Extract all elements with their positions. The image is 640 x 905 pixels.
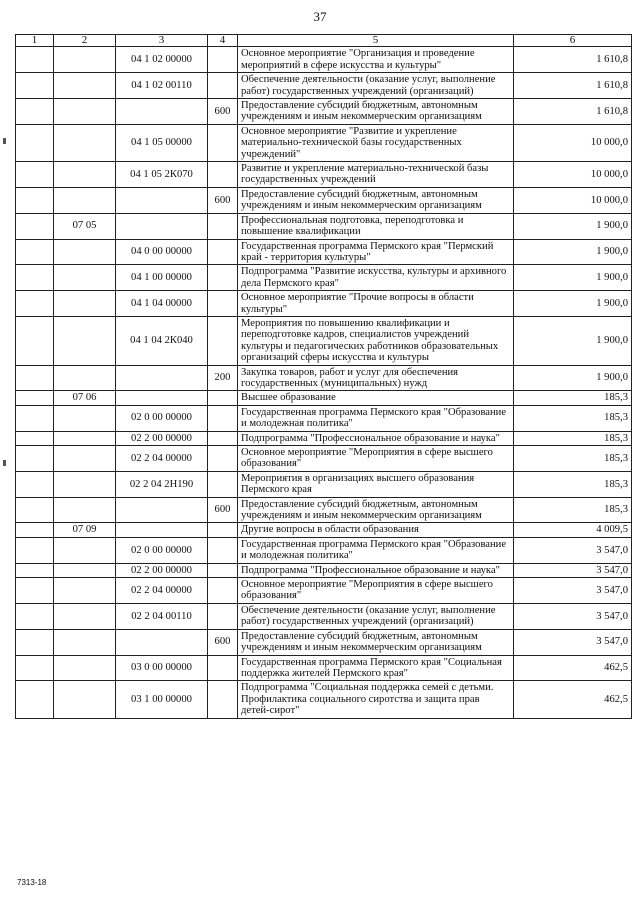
- cell-name: Основное мероприятие "Организация и проведение мероприятий в сфере искусства и культуры": [238, 47, 514, 73]
- cell-target-article: 02 0 00 00000: [116, 405, 208, 431]
- cell-expense-type: 600: [208, 497, 238, 523]
- table-row: [16, 578, 632, 604]
- cell-amount: 3 547,0: [514, 629, 632, 655]
- cell-section-code: [54, 365, 116, 391]
- cell-col1: [16, 523, 54, 537]
- cell-section-code: [54, 239, 116, 265]
- cell-col1: [16, 681, 54, 718]
- cell-amount: 3 547,0: [514, 537, 632, 563]
- cell-section-code: [54, 681, 116, 718]
- cell-section-code: [54, 578, 116, 604]
- cell-amount: 185,3: [514, 446, 632, 472]
- cell-amount: 185,3: [514, 497, 632, 523]
- cell-name: Государственная программа Пермского края "Образование и молодежная политика": [238, 537, 514, 563]
- table-row: [16, 316, 632, 365]
- cell-target-article: 02 2 04 00000: [116, 578, 208, 604]
- column-header: 4: [208, 35, 238, 47]
- cell-col1: [16, 578, 54, 604]
- cell-name: Развитие и укрепление материально-технической базы государственных учреждений: [238, 162, 514, 188]
- cell-target-article: [116, 213, 208, 239]
- cell-section-code: [54, 446, 116, 472]
- cell-name: Основное мероприятие "Мероприятия в сфере высшего образования": [238, 446, 514, 472]
- cell-amount: 1 900,0: [514, 213, 632, 239]
- cell-amount: 4 009,5: [514, 523, 632, 537]
- cell-name: Закупка товаров, работ и услуг для обеспечения государственных (муниципальных) нужд: [238, 365, 514, 391]
- cell-col1: [16, 629, 54, 655]
- cell-section-code: [54, 405, 116, 431]
- cell-col1: [16, 162, 54, 188]
- cell-target-article: 02 2 00 00000: [116, 563, 208, 577]
- cell-expense-type: [208, 213, 238, 239]
- cell-name: Основное мероприятие "Развитие и укрепление материально-технической базы государственных учреждений": [238, 124, 514, 161]
- cell-amount: 1 610,8: [514, 73, 632, 99]
- cell-amount: 1 900,0: [514, 291, 632, 317]
- cell-section-code: [54, 563, 116, 577]
- cell-amount: 3 547,0: [514, 603, 632, 629]
- cell-col1: [16, 471, 54, 497]
- cell-expense-type: [208, 578, 238, 604]
- binding-mark: [3, 460, 6, 466]
- binding-mark: [3, 138, 6, 144]
- cell-col1: [16, 391, 54, 405]
- cell-target-article: 02 0 00 00000: [116, 537, 208, 563]
- cell-target-article: [116, 187, 208, 213]
- cell-expense-type: [208, 431, 238, 445]
- cell-col1: [16, 73, 54, 99]
- cell-col1: [16, 187, 54, 213]
- cell-section-code: [54, 316, 116, 365]
- table-row: [16, 47, 632, 73]
- table-row: [16, 405, 632, 431]
- column-header: 3: [116, 35, 208, 47]
- column-header: 6: [514, 35, 632, 47]
- cell-target-article: 04 1 02 00110: [116, 73, 208, 99]
- cell-name: Обеспечение деятельности (оказание услуг, выполнение работ) государственных учреждений (организаций): [238, 603, 514, 629]
- cell-target-article: 04 1 05 2К070: [116, 162, 208, 188]
- cell-target-article: [116, 523, 208, 537]
- cell-target-article: 04 1 04 2К040: [116, 316, 208, 365]
- cell-name: Профессиональная подготовка, переподготовка и повышение квалификации: [238, 213, 514, 239]
- cell-name: Высшее образование: [238, 391, 514, 405]
- cell-section-code: [54, 431, 116, 445]
- cell-col1: [16, 265, 54, 291]
- cell-expense-type: [208, 73, 238, 99]
- cell-target-article: 04 1 04 00000: [116, 291, 208, 317]
- table-row: [16, 99, 632, 125]
- cell-amount: 185,3: [514, 431, 632, 445]
- cell-name: Мероприятия в организациях высшего образования Пермского края: [238, 471, 514, 497]
- cell-target-article: [116, 497, 208, 523]
- column-header: 1: [16, 35, 54, 47]
- table-row: [16, 523, 632, 537]
- cell-col1: [16, 603, 54, 629]
- cell-name: Другие вопросы в области образования: [238, 523, 514, 537]
- cell-section-code: 07 06: [54, 391, 116, 405]
- cell-name: Государственная программа Пермского края "Социальная поддержка жителей Пермского края": [238, 655, 514, 681]
- table-row: [16, 629, 632, 655]
- cell-section-code: [54, 265, 116, 291]
- cell-expense-type: 600: [208, 187, 238, 213]
- cell-target-article: 02 2 04 2Н190: [116, 471, 208, 497]
- cell-col1: [16, 497, 54, 523]
- cell-name: Предоставление субсидий бюджетным, автономным учреждениям и иным некоммерческим организациям: [238, 629, 514, 655]
- cell-amount: 10 000,0: [514, 187, 632, 213]
- cell-expense-type: [208, 291, 238, 317]
- cell-section-code: [54, 187, 116, 213]
- cell-col1: [16, 431, 54, 445]
- table-row: [16, 391, 632, 405]
- cell-section-code: [54, 162, 116, 188]
- cell-section-code: 07 05: [54, 213, 116, 239]
- cell-expense-type: [208, 124, 238, 161]
- cell-expense-type: [208, 446, 238, 472]
- cell-expense-type: 600: [208, 99, 238, 125]
- cell-section-code: 07 09: [54, 523, 116, 537]
- footer-document-code: 7313-18: [17, 878, 47, 887]
- cell-section-code: [54, 471, 116, 497]
- cell-col1: [16, 239, 54, 265]
- cell-expense-type: [208, 563, 238, 577]
- table-row: [16, 537, 632, 563]
- cell-target-article: [116, 365, 208, 391]
- cell-name: Подпрограмма "Развитие искусства, культуры и архивного дела Пермского края": [238, 265, 514, 291]
- cell-expense-type: 200: [208, 365, 238, 391]
- cell-amount: 1 900,0: [514, 365, 632, 391]
- cell-target-article: [116, 99, 208, 125]
- cell-name: Подпрограмма "Профессиональное образование и наука": [238, 431, 514, 445]
- budget-table: [15, 34, 632, 719]
- cell-col1: [16, 291, 54, 317]
- cell-expense-type: [208, 681, 238, 718]
- cell-name: Обеспечение деятельности (оказание услуг, выполнение работ) государственных учреждений (организаций): [238, 73, 514, 99]
- cell-expense-type: [208, 537, 238, 563]
- cell-target-article: 04 1 05 00000: [116, 124, 208, 161]
- cell-name: Основное мероприятие "Мероприятия в сфере высшего образования": [238, 578, 514, 604]
- table-row: [16, 124, 632, 161]
- cell-expense-type: [208, 471, 238, 497]
- column-number-row: [16, 35, 632, 47]
- cell-target-article: 02 2 00 00000: [116, 431, 208, 445]
- page-number: 37: [313, 9, 327, 24]
- cell-amount: 185,3: [514, 405, 632, 431]
- cell-target-article: 04 0 00 00000: [116, 239, 208, 265]
- cell-expense-type: [208, 523, 238, 537]
- table-row: [16, 187, 632, 213]
- cell-name: Предоставление субсидий бюджетным, автономным учреждениям и иным некоммерческим организациям: [238, 99, 514, 125]
- cell-amount: 185,3: [514, 471, 632, 497]
- cell-expense-type: [208, 162, 238, 188]
- cell-section-code: [54, 629, 116, 655]
- cell-amount: 1 900,0: [514, 316, 632, 365]
- cell-section-code: [54, 497, 116, 523]
- table-row: [16, 446, 632, 472]
- cell-name: Государственная программа Пермского края "Пермский край - территория культуры": [238, 239, 514, 265]
- cell-expense-type: [208, 239, 238, 265]
- cell-col1: [16, 99, 54, 125]
- cell-col1: [16, 124, 54, 161]
- cell-name: Подпрограмма "Профессиональное образование и наука": [238, 563, 514, 577]
- cell-target-article: 04 1 02 00000: [116, 47, 208, 73]
- cell-target-article: [116, 629, 208, 655]
- cell-col1: [16, 213, 54, 239]
- cell-amount: 462,5: [514, 681, 632, 718]
- cell-amount: 3 547,0: [514, 578, 632, 604]
- table-row: [16, 291, 632, 317]
- cell-target-article: 02 2 04 00000: [116, 446, 208, 472]
- cell-name: Государственная программа Пермского края "Образование и молодежная политика": [238, 405, 514, 431]
- cell-expense-type: [208, 265, 238, 291]
- cell-amount: 1 610,8: [514, 47, 632, 73]
- cell-amount: 1 610,8: [514, 99, 632, 125]
- cell-target-article: 02 2 04 00110: [116, 603, 208, 629]
- table-row: [16, 603, 632, 629]
- cell-expense-type: 600: [208, 629, 238, 655]
- cell-name: Мероприятия по повышению квалификации и переподготовке кадров, специалистов учреждений культуры и педагогических работников образовательных организаций сферы искусства и культуры: [238, 316, 514, 365]
- cell-section-code: [54, 99, 116, 125]
- cell-section-code: [54, 124, 116, 161]
- cell-amount: 462,5: [514, 655, 632, 681]
- cell-col1: [16, 405, 54, 431]
- cell-expense-type: [208, 655, 238, 681]
- cell-amount: 10 000,0: [514, 162, 632, 188]
- table-row: [16, 681, 632, 718]
- cell-name: Подпрограмма "Социальная поддержка семей с детьми. Профилактика социального сиротства и защита прав детей-сирот": [238, 681, 514, 718]
- cell-amount: 3 547,0: [514, 563, 632, 577]
- cell-col1: [16, 365, 54, 391]
- table-row: [16, 162, 632, 188]
- cell-amount: 1 900,0: [514, 239, 632, 265]
- cell-target-article: 04 1 00 00000: [116, 265, 208, 291]
- cell-amount: 185,3: [514, 391, 632, 405]
- table-row: [16, 265, 632, 291]
- cell-section-code: [54, 603, 116, 629]
- cell-expense-type: [208, 391, 238, 405]
- cell-section-code: [54, 73, 116, 99]
- cell-target-article: 03 0 00 00000: [116, 655, 208, 681]
- table-row: [16, 471, 632, 497]
- table-row: [16, 213, 632, 239]
- cell-expense-type: [208, 47, 238, 73]
- table-row: [16, 563, 632, 577]
- table-row: [16, 431, 632, 445]
- table-row: [16, 365, 632, 391]
- cell-amount: 1 900,0: [514, 265, 632, 291]
- table-row: [16, 655, 632, 681]
- cell-target-article: 03 1 00 00000: [116, 681, 208, 718]
- cell-col1: [16, 316, 54, 365]
- cell-section-code: [54, 47, 116, 73]
- cell-name: Предоставление субсидий бюджетным, автономным учреждениям и иным некоммерческим организациям: [238, 497, 514, 523]
- cell-col1: [16, 47, 54, 73]
- table-row: [16, 73, 632, 99]
- table-row: [16, 239, 632, 265]
- cell-expense-type: [208, 316, 238, 365]
- column-header: 5: [238, 35, 514, 47]
- cell-col1: [16, 655, 54, 681]
- cell-col1: [16, 446, 54, 472]
- cell-expense-type: [208, 405, 238, 431]
- cell-target-article: [116, 391, 208, 405]
- column-header: 2: [54, 35, 116, 47]
- table-row: [16, 497, 632, 523]
- cell-col1: [16, 537, 54, 563]
- cell-section-code: [54, 655, 116, 681]
- cell-section-code: [54, 291, 116, 317]
- cell-col1: [16, 563, 54, 577]
- cell-section-code: [54, 537, 116, 563]
- cell-name: Основное мероприятие "Прочие вопросы в области культуры": [238, 291, 514, 317]
- cell-name: Предоставление субсидий бюджетным, автономным учреждениям и иным некоммерческим организациям: [238, 187, 514, 213]
- cell-amount: 10 000,0: [514, 124, 632, 161]
- cell-expense-type: [208, 603, 238, 629]
